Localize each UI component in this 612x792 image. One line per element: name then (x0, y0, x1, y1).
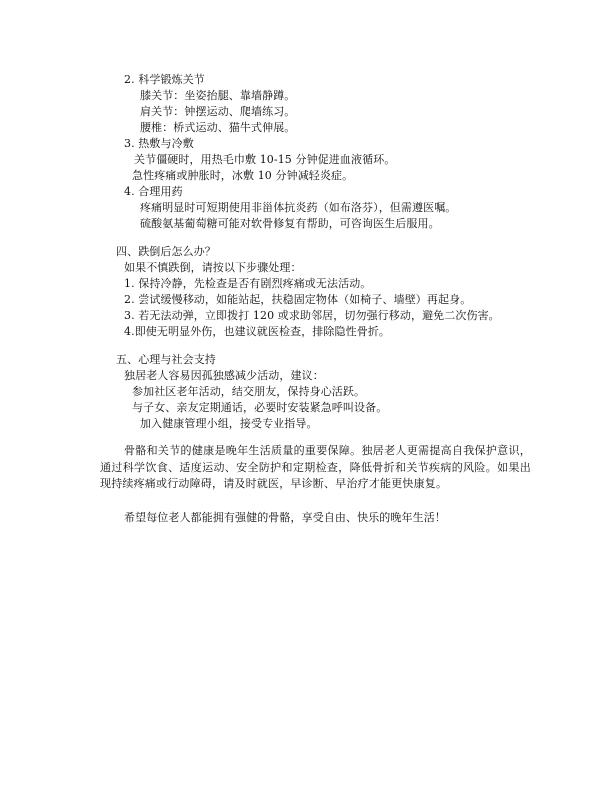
psych-item-group: 加入健康管理小组，接受专业指导。 (140, 417, 318, 430)
medication-heading: 4. 合理用药 (124, 185, 183, 198)
exercise-item-lumbar: 腰椎：桥式运动、猫牛式伸展。 (140, 121, 296, 134)
psych-item-family: 与子女、亲友定期通话，必要时安装紧急呼叫设备。 (132, 401, 388, 414)
fall-step-2: 2. 尝试缓慢移动，如能站起，扶稳固定物体（如椅子、墙壁）再起身。 (124, 293, 472, 306)
psych-intro: 独居老人容易因孤独感减少活动，建议： (124, 369, 324, 382)
closing-line: 希望每位老人都能拥有强健的骨骼，享受自由、快乐的晚年生活！ (124, 511, 446, 524)
exercise-item-shoulder: 肩关节：钟摆运动、爬墙练习。 (140, 105, 296, 118)
heat-cold-heading: 3. 热敷与冷敷 (124, 137, 194, 150)
psych-heading: 五、心理与社会支持 (116, 353, 216, 366)
fall-step-4: 4.即使无明显外伤，也建议就医检查，排除隐性骨折。 (124, 325, 390, 338)
heat-cold-item-heat: 关节僵硬时，用热毛巾敷 10-15 分钟促进血液循环。 (134, 153, 396, 166)
fall-heading: 四、跌倒后怎么办？ (116, 245, 216, 258)
fall-intro: 如果不慎跌倒，请按以下步骤处理： (124, 261, 302, 274)
exercise-item-knee: 膝关节：坐姿抬腿、靠墙静蹲。 (140, 89, 296, 102)
fall-step-1: 1. 保持冷静，先检查是否有剧烈疼痛或无法活动。 (124, 277, 372, 290)
psych-item-community: 参加社区老年活动，结交朋友，保持身心活跃。 (132, 385, 366, 398)
medication-item-glucosamine: 硫酸氨基葡萄糖可能对软骨修复有帮助，可咨询医生后服用。 (140, 217, 440, 230)
conclusion-paragraph: 骨骼和关节的健康是晚年生活质量的重要保障。独居老人更需提高自我保护意识，通过科学饮食、适度运动、安全防护和定期检查，降低骨折和关节疾病的风险。如果出现持续疼痛或行动障碍，请及时就医，早诊断、早治疗才能更快康复。 (100, 444, 531, 490)
exercise-heading: 2. 科学锻炼关节 (124, 73, 205, 86)
heat-cold-item-cold: 急性疼痛或肿胀时，冰敷 10 分钟减轻炎症。 (132, 169, 354, 182)
medication-item-nsaid: 疼痛明显时可短期使用非甾体抗炎药（如布洛芬），但需遵医嘱。 (140, 201, 457, 214)
fall-step-3: 3. 若无法动弹，立即拨打 120 或求助邻居，切勿强行移动，避免二次伤害。 (124, 309, 500, 322)
